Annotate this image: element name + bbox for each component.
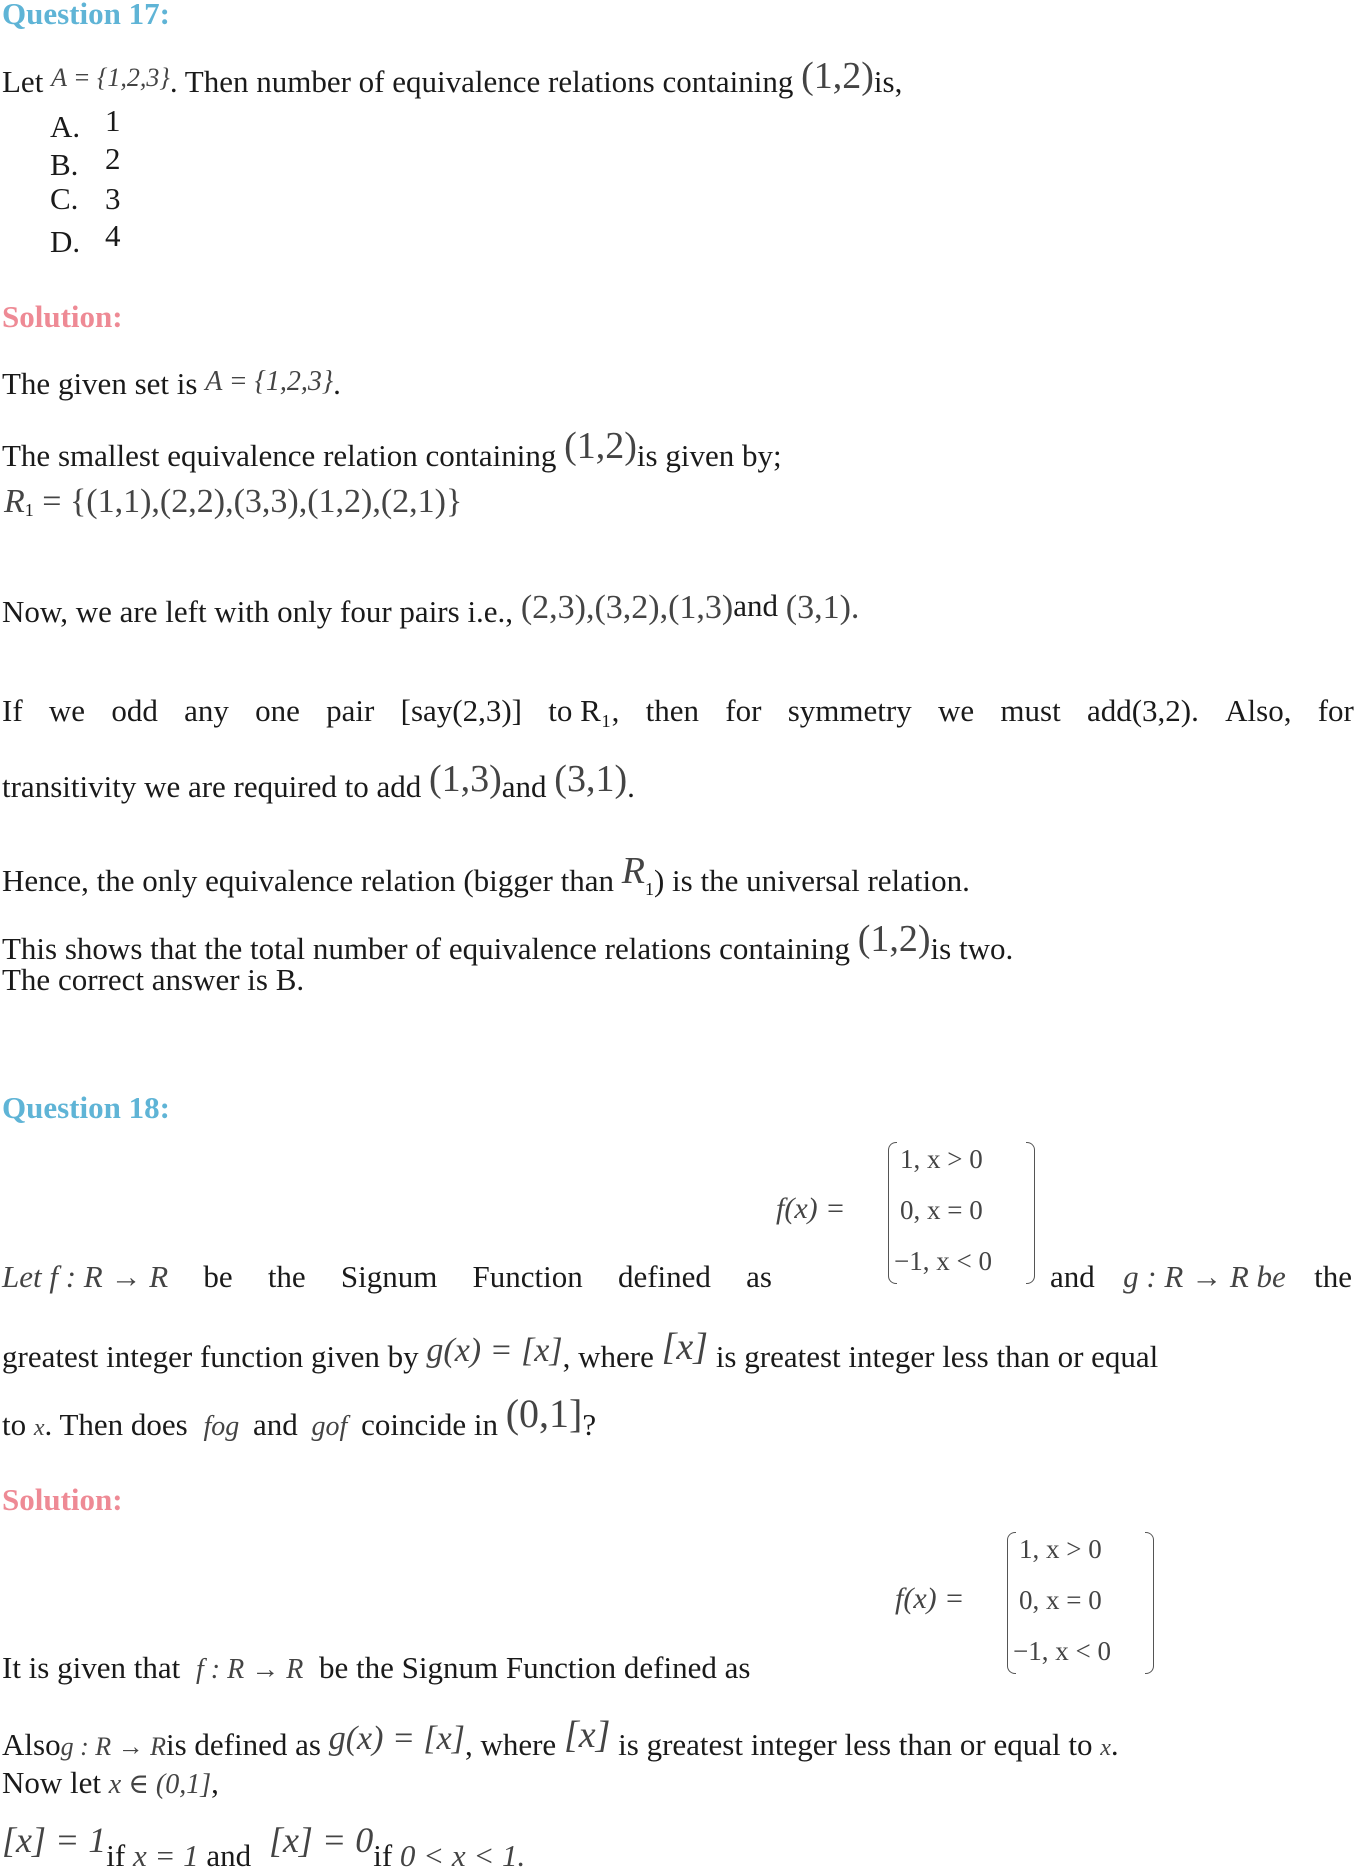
word: odd (111, 693, 158, 728)
math-set-a: A = {1,2,3} (205, 366, 334, 397)
math-set-a: A = {1,2,3} (51, 63, 170, 92)
text: and (733, 588, 779, 623)
question-18-piecewise-f (776, 1140, 1046, 1290)
question-17-heading: Question 17: (2, 0, 170, 31)
question-17-stem (2, 55, 903, 100)
math-floor-eq-0: [x] = 0 (268, 1820, 374, 1860)
word: for (1317, 693, 1354, 728)
word: to R₁, (548, 693, 620, 728)
solution-18-line-3 (2, 1765, 219, 1803)
text: Now let (2, 1765, 102, 1800)
math-floor-x: [x] (661, 1326, 709, 1368)
text: is given by; (636, 438, 782, 473)
stem-text: Let (2, 64, 44, 99)
question-18-line-3 (2, 1391, 597, 1446)
option-label: D. (50, 224, 81, 259)
math-f-map: f : R → R (195, 1654, 304, 1685)
text: and (501, 769, 547, 804)
word: be (203, 1259, 233, 1294)
option-value: 3 (105, 181, 121, 216)
text: . (1110, 1727, 1119, 1762)
word: Function (472, 1259, 583, 1294)
word: pair (326, 693, 375, 728)
math-gof: gof (311, 1411, 348, 1442)
text: Hence, the only equivalence relation (bigger than (2, 863, 614, 898)
option-b[interactable] (50, 141, 121, 183)
math-g-map: g : R → R be (1123, 1259, 1286, 1294)
text: if (373, 1838, 393, 1873)
solution-17-line-5 (2, 693, 1354, 729)
text: , where (562, 1339, 654, 1374)
word: as (746, 1259, 772, 1294)
solution-18-line-1 (2, 1650, 750, 1688)
math-r: R (4, 483, 25, 520)
solution-18-line-4 (2, 1822, 525, 1874)
math-pair: (1,2) (564, 425, 637, 467)
math-fx: f(x) = (776, 1192, 846, 1225)
math-fog: fog (203, 1411, 240, 1442)
math-gx: g(x) = [x] (328, 1720, 465, 1757)
math-subscript: 1 (24, 500, 34, 520)
math-pair: (1,3) (428, 758, 502, 800)
piecewise-row: 1, x > 0 (900, 1144, 983, 1174)
text: , where (464, 1727, 557, 1762)
text: ) is the universal relation. (653, 863, 970, 898)
option-value: 2 (105, 141, 121, 176)
solution-18-heading: Solution: (2, 1482, 123, 1517)
word: defined (617, 1259, 711, 1294)
piecewise-row: −1, x < 0 (894, 1246, 992, 1276)
option-label: C. (50, 181, 79, 216)
text: to (2, 1407, 27, 1442)
math-pair: (1,2) (857, 918, 931, 960)
word: the (267, 1259, 306, 1294)
text: and (206, 1838, 252, 1873)
word: must (1000, 693, 1061, 728)
math-subscript: 1 (644, 879, 654, 899)
math-pair: (3,1) (554, 758, 628, 800)
text: This shows that the total number of equivalence relations containing (2, 931, 850, 966)
piecewise-row: 0, x = 0 (900, 1195, 983, 1225)
text: It is given that (2, 1650, 181, 1685)
word: and (1050, 1259, 1095, 1294)
stem-text: . Then number of equivalence relations containing (169, 64, 794, 99)
text: . (333, 366, 341, 401)
math-x: x (1100, 1735, 1111, 1761)
stem-text: is, (873, 64, 903, 99)
option-label: A. (50, 109, 81, 144)
text: The given set is (2, 366, 198, 401)
option-value: 1 (105, 103, 121, 138)
solution-17-line-6 (2, 758, 635, 805)
solution-17-line-4 (2, 588, 859, 630)
math-f-map: Let f : R → R (2, 1259, 169, 1294)
text: is two. (930, 931, 1014, 966)
text: greatest integer function given by (2, 1339, 419, 1374)
solution-17-relation-r1 (4, 484, 462, 528)
solution-17-line-8 (2, 918, 1014, 967)
text: and (253, 1407, 298, 1442)
question-18-heading: Question 18: (2, 1090, 170, 1125)
word: then (645, 693, 700, 728)
option-value: 4 (105, 218, 121, 253)
math-condition: 0 < x < 1. (399, 1838, 526, 1873)
math-pairs: (2,3),(3,2),(1,3) (520, 589, 734, 626)
right-brace (1026, 1142, 1035, 1284)
math-g-map: g : R → R (60, 1732, 166, 1761)
math-gx: g(x) = [x] (426, 1332, 563, 1369)
option-a[interactable] (50, 103, 121, 145)
math-x: x (33, 1415, 45, 1441)
text: is defined as (166, 1727, 321, 1762)
math-interval: (0,1] (505, 1391, 583, 1436)
text: . Then does (44, 1407, 188, 1442)
text: transitivity we are required to add (2, 769, 422, 804)
math-fx: f(x) = (895, 1582, 965, 1615)
solution-17-line-1 (2, 364, 341, 402)
question-18-line-2 (2, 1326, 1159, 1375)
solution-17-line-7 (2, 850, 970, 907)
piecewise-row: 1, x > 0 (1019, 1534, 1102, 1564)
math-pair: (1,2) (801, 55, 874, 97)
word: Signum (340, 1259, 438, 1294)
question-18-line-1a (2, 1259, 772, 1295)
word: any (184, 693, 229, 728)
right-brace (1145, 1532, 1154, 1674)
text: , (211, 1765, 219, 1800)
text: ? (582, 1407, 597, 1442)
math-relation-set: = {(1,1),(2,2),(3,3),(1,2),(2,1)} (42, 483, 463, 520)
text: coincide in (361, 1407, 498, 1442)
math-x-in-interval: x ∈ (0,1] (108, 1769, 212, 1800)
math-floor-x: [x] (563, 1714, 611, 1756)
option-label: B. (50, 147, 79, 182)
math-condition: x = 1 (132, 1838, 199, 1873)
option-c[interactable] (50, 181, 121, 217)
text: . (627, 769, 635, 804)
piecewise-row: −1, x < 0 (1013, 1636, 1111, 1666)
word: we (48, 693, 86, 728)
word: we (937, 693, 975, 728)
solution-17-heading: Solution: (2, 299, 123, 334)
text: The smallest equivalence relation containing (2, 438, 557, 473)
solution-18-line-2 (2, 1714, 1119, 1766)
question-18-line-1b (1050, 1259, 1352, 1295)
word: If (2, 693, 23, 728)
text: Now, we are left with only four pairs i.e., (2, 594, 514, 629)
word: Also, (1225, 693, 1292, 728)
math-pair: (3,1). (785, 589, 860, 626)
math-r: R (621, 850, 645, 892)
solution-17-answer: The correct answer is B. (2, 962, 305, 997)
word: add(3,2). (1086, 693, 1199, 728)
text: be the Signum Function defined as (319, 1650, 751, 1685)
solution-17-line-2 (2, 425, 782, 474)
solution-18-piecewise-f (895, 1530, 1165, 1680)
word: for (725, 693, 762, 728)
word: symmetry (787, 693, 912, 728)
text: is greatest integer less than or equal (715, 1339, 1159, 1374)
text: Also (2, 1727, 61, 1762)
text: if (106, 1838, 126, 1873)
word: one (255, 693, 300, 728)
text: is greatest integer less than or equal to (618, 1727, 1093, 1762)
option-d[interactable] (50, 218, 121, 260)
math-floor-eq-1: [x] = 1 (2, 1820, 107, 1860)
word: the (1314, 1259, 1352, 1294)
word: [say(2,3)] (400, 693, 523, 728)
piecewise-row: 0, x = 0 (1019, 1585, 1102, 1615)
